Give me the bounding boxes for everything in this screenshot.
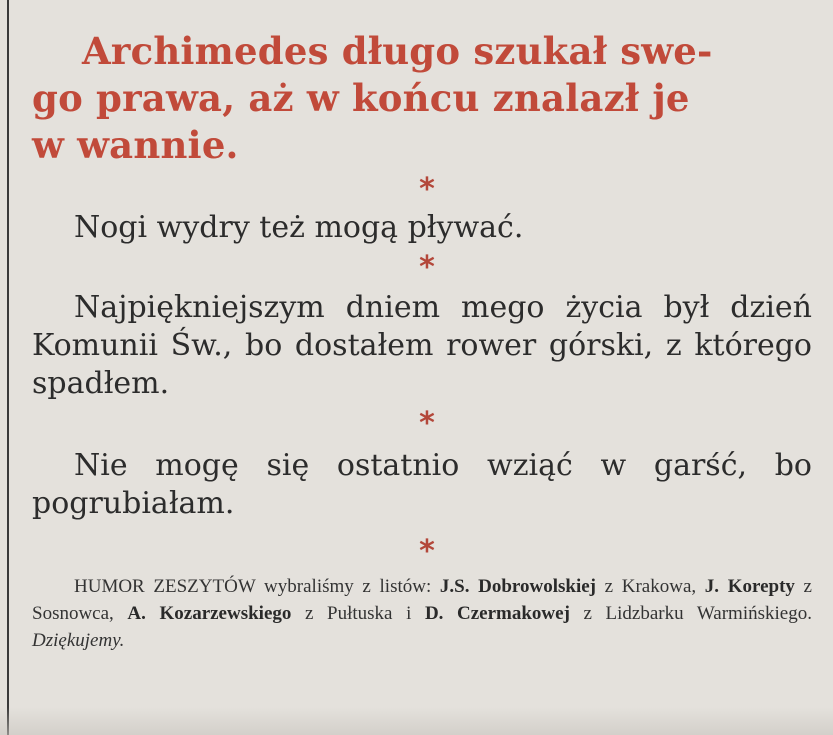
credit-name: A. Kozarzewskiego xyxy=(127,603,292,624)
separator-asterisk: * xyxy=(419,534,435,569)
joke-1: Nogi wydry też mogą pływać. xyxy=(74,210,524,245)
separator-asterisk: * xyxy=(419,172,435,207)
credit-name: D. Czermakowej xyxy=(424,603,570,624)
bottom-bleed xyxy=(0,707,833,735)
headline xyxy=(32,28,812,169)
joke-3: Nie mogę się ostatnio wziąć w garść, bo pogrubiałam. xyxy=(32,448,812,521)
credit-city: z Pułtuska i xyxy=(291,603,425,624)
headline-line-3: w wannie. xyxy=(32,123,239,167)
separator-asterisk: * xyxy=(419,250,435,285)
separator-asterisk: * xyxy=(419,406,435,441)
headline-line-2: go prawa, aż w końcu znalazł je xyxy=(32,76,690,120)
left-rule xyxy=(7,0,9,735)
joke-2: Najpiękniejszym dniem mego życia był dzień Komunii Św., bo dostałem rower górski, z którego spadłem. xyxy=(32,290,812,401)
credit-city: z Lidzbarku Warmińskiego. xyxy=(569,603,812,624)
credit-name: J. Korepty xyxy=(704,576,795,597)
credit-city: z Krakowa, xyxy=(596,576,705,597)
credits-footer xyxy=(32,573,812,654)
headline-line-1: Archimedes długo szukał swe- xyxy=(82,29,713,73)
thanks-text: Dziękujemy. xyxy=(32,630,125,651)
credits-intro: HUMOR ZESZYTÓW wybraliśmy z listów: xyxy=(74,576,440,597)
content-column xyxy=(32,28,812,654)
credit-city: z Sosnowca, xyxy=(32,576,812,624)
credit-name: J.S. Dobrowolskiej xyxy=(439,576,597,597)
